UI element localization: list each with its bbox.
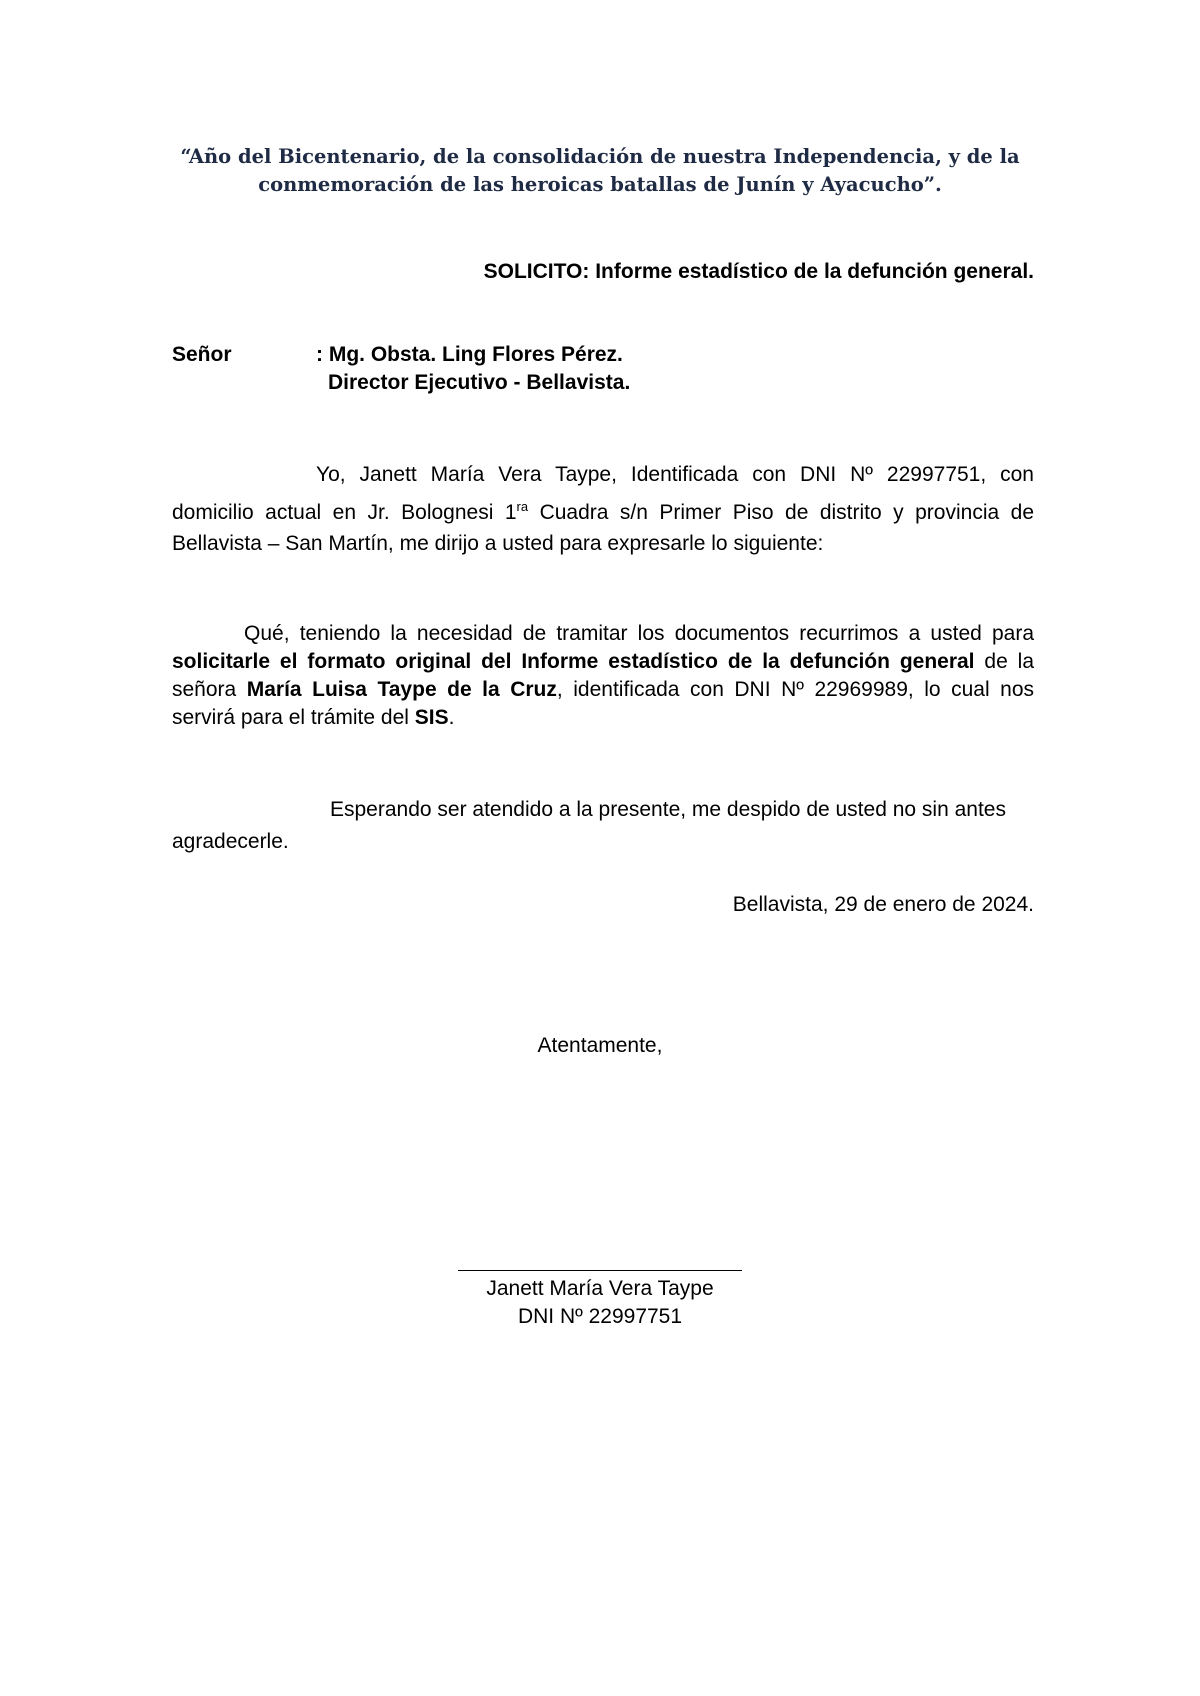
paragraph-2-text-c: , identificada con DNI Nº 22969989, lo cual nos servirá para el trámite del [172, 678, 1035, 729]
paragraph-2-text-d: . [448, 706, 455, 729]
signature-name: Janett María Vera Taype [486, 1277, 714, 1300]
paragraph-1-text-a: Yo, Janett María Vera Taype, Identificada con DNI Nº 22997751, con domicilio actual en Jr. Bolognesi 1 [172, 463, 1034, 524]
motto-line-2: conmemoración de las heroicas batallas de Junín y Ayacucho”. [258, 173, 942, 196]
body-paragraph-2 [172, 620, 1034, 732]
signature-block [0, 1270, 1200, 1331]
paragraph-2-deceased-name: María Luisa Taype de la Cruz [246, 678, 557, 701]
paragraph-2-sis: SIS [414, 706, 449, 729]
addressee-block [316, 341, 630, 397]
addressee-position: Director Ejecutivo - Bellavista. [328, 371, 631, 394]
date-line: Bellavista, 29 de enero de 2024. [732, 893, 1034, 916]
subject-line: SOLICITO: Informe estadístico de la defunción general. [483, 260, 1034, 283]
signature-line [458, 1270, 742, 1271]
paragraph-2-request: solicitarle el formato original del Informe estadístico de la defunción general [172, 650, 975, 673]
body-paragraph-1 [172, 459, 1034, 560]
paragraph-1-text-b: Cuadra s/n Primer Piso de distrito y provincia de Bellavista – San Martín, me dirijo a usted para expresarle lo siguiente: [172, 500, 1035, 555]
paragraph-1-ordinal: ra [516, 498, 529, 514]
closing: Atentamente, [537, 1034, 663, 1057]
addressee-label: Señor [172, 343, 232, 366]
paragraph-2-text-b: de la señora [172, 650, 1035, 701]
signature-dni: DNI Nº 22997751 [517, 1305, 683, 1328]
addressee-name: : Mg. Obsta. Ling Flores Pérez. [316, 343, 623, 366]
year-motto [160, 143, 1040, 199]
motto-line-1: “Año del Bicentenario, de la consolidación de nuestra Independencia, y de la [180, 145, 1020, 168]
body-paragraph-3: Esperando ser atendido a la presente, me despido de usted no sin antes agradecerle. [172, 798, 1006, 853]
paragraph-2-text-a: Qué, teniendo la necesidad de tramitar los documentos recurrimos a usted para [244, 622, 1034, 645]
